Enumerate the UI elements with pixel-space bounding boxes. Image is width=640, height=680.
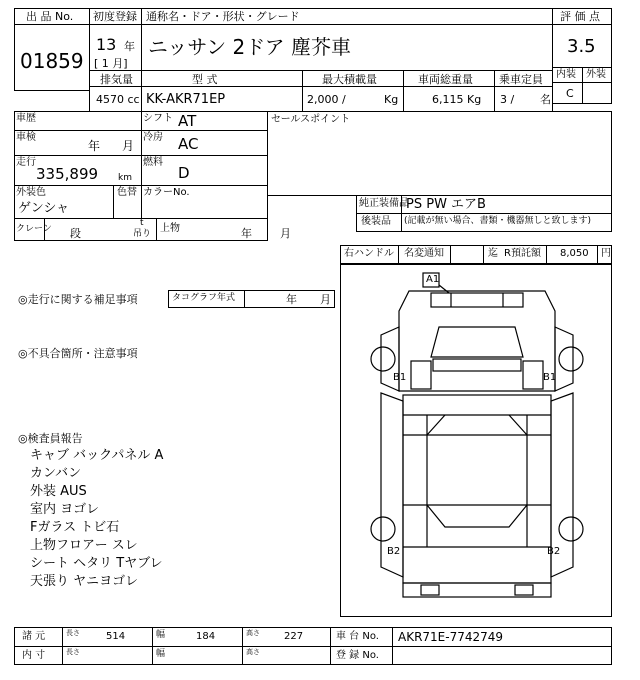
chassis-label: 車 台 No. <box>336 631 379 642</box>
defects-label: ◎不具合箇所・注意事項 <box>18 347 138 360</box>
dimensions-label: 諸 元 <box>22 631 46 642</box>
list-item: 室内 ヨゴレ <box>30 502 100 517</box>
history-label: 車歴 <box>16 113 36 124</box>
fuel-value: D <box>178 164 190 182</box>
shift-value: AT <box>178 112 197 130</box>
inspector-report-label: ◎検査員報告 <box>18 432 83 445</box>
gross-weight-label: 車両総重量 <box>418 73 473 86</box>
year-unit: 年 <box>124 40 135 53</box>
name-change-label: 名変通知 <box>404 248 444 259</box>
max-load-unit: Kg <box>384 93 399 106</box>
upper-year: 年 <box>241 227 252 240</box>
fuel-label: 燃料 <box>143 157 163 168</box>
inner-dimensions-label: 内 寸 <box>22 650 46 661</box>
displacement-label: 排気量 <box>100 73 133 86</box>
vehicle-diagram-frame <box>340 264 612 617</box>
grade-value: 3.5 <box>567 36 596 57</box>
ac-label: 冷房 <box>143 132 163 143</box>
crane-ton: t <box>140 218 144 228</box>
aftermarket-note: (記載が無い場合、書類・機器無しと致します) <box>404 216 592 226</box>
recycle-until-label: 迄 <box>488 248 498 259</box>
damage-mark-b2-right: B2 <box>547 546 561 557</box>
capacity-label: 乗車定員 <box>499 73 543 86</box>
upper-body-label: 上物 <box>160 223 180 234</box>
lot-number-label: 出 品 No. <box>26 10 74 23</box>
tachograph-label: タコグラフ年式 <box>172 293 236 303</box>
mileage-unit: km <box>118 173 132 183</box>
equipment-label: 純正装備品 <box>359 198 409 209</box>
color-change-label: 色替 <box>117 187 137 198</box>
inner-width-label: 幅 <box>156 649 166 659</box>
crane-label: クレーン <box>16 224 52 234</box>
list-item: 上物フロアー スレ <box>30 538 138 553</box>
max-load-label: 最大積載量 <box>322 73 377 86</box>
tachograph-year: 年 <box>286 293 297 306</box>
color-code-label: カラーNo. <box>143 187 190 198</box>
type-label: 型 式 <box>192 73 218 86</box>
vehicle-type: KK-AKR71EP <box>146 92 226 107</box>
right-hand-drive: 右ハンドル <box>344 248 394 259</box>
height-value: 227 <box>284 631 304 642</box>
upper-month: 月 <box>280 227 291 240</box>
exterior-grade-label: 外装 <box>586 69 606 80</box>
height-label: 高さ <box>246 629 260 637</box>
interior-grade: C <box>566 87 574 100</box>
displacement: 4570 cc <box>96 93 140 106</box>
list-item: カンバン <box>30 466 82 481</box>
gross-weight: 6,115 Kg <box>432 93 482 106</box>
equipment-value: PS PW エアB <box>406 197 486 212</box>
length-value: 514 <box>106 631 126 642</box>
first-registration-label: 初度登録 <box>93 10 137 23</box>
recycle-deposit-label: R預託額 <box>504 248 541 259</box>
damage-mark-a1: A1 <box>426 274 440 285</box>
list-item: 外装 AUS <box>30 484 87 499</box>
registration-label: 登 録 No. <box>336 650 379 661</box>
list-item: シート ヘタリ Tヤブレ <box>30 556 163 571</box>
width-value: 184 <box>196 631 216 642</box>
chassis-number: AKR71E-7742749 <box>398 630 504 644</box>
model-name: ニッサン 2ドア 塵芥車 <box>148 35 352 59</box>
first-registration-year: 13 <box>96 35 117 54</box>
damage-mark-b2-left: B2 <box>387 546 401 557</box>
crane-tier: 段 <box>70 227 81 240</box>
capacity-unit: 名 <box>540 93 551 106</box>
inner-height-label: 高さ <box>246 648 260 656</box>
list-item: 天張り ヤニヨゴレ <box>30 574 139 589</box>
sales-point-label: セールスポイント <box>271 114 351 125</box>
color-label: 外装色 <box>16 187 46 198</box>
inspection-month: 月 <box>122 139 135 153</box>
aftermarket-label: 後装品 <box>361 216 391 227</box>
inspection-year: 年 <box>88 139 101 153</box>
mileage-label: 走行 <box>16 157 36 168</box>
model-label: 通称名・ドア・形状・グレード <box>146 10 300 23</box>
recycle-deposit: 8,050 <box>560 248 589 259</box>
lot-number: 01859 <box>20 49 84 73</box>
shift-label: シフト <box>143 113 173 124</box>
max-load: 2,000 / <box>307 93 346 106</box>
inspector-report-list <box>30 447 163 591</box>
length-label: 長さ <box>66 629 80 637</box>
recycle-unit: 円 <box>601 248 611 259</box>
mileage-value: 335,899 <box>36 165 99 183</box>
name-change-box <box>450 245 484 264</box>
inner-length-label: 長さ <box>66 648 80 656</box>
crane-hang: 吊り <box>133 229 152 239</box>
truck-outline-diagram <box>341 265 611 616</box>
inspection-label: 車検 <box>16 132 36 143</box>
list-item: キャブ バックパネル A <box>30 448 164 463</box>
interior-grade-label: 内装 <box>556 69 576 80</box>
driving-notes-label: ◎走行に関する補足事項 <box>18 293 138 306</box>
damage-mark-b1-right: B1 <box>543 372 557 383</box>
grade-label: 評 価 点 <box>560 10 600 23</box>
list-item: Fガラス トビ石 <box>30 520 120 535</box>
width-label: 幅 <box>156 630 166 640</box>
color-value: ゲンシャ <box>18 201 70 216</box>
damage-mark-b1-left: B1 <box>393 372 407 383</box>
first-registration-month: [ 1 月] <box>94 57 128 70</box>
capacity: 3 / <box>500 93 515 106</box>
ac-value: AC <box>178 135 199 153</box>
tachograph-month: 月 <box>320 293 331 306</box>
